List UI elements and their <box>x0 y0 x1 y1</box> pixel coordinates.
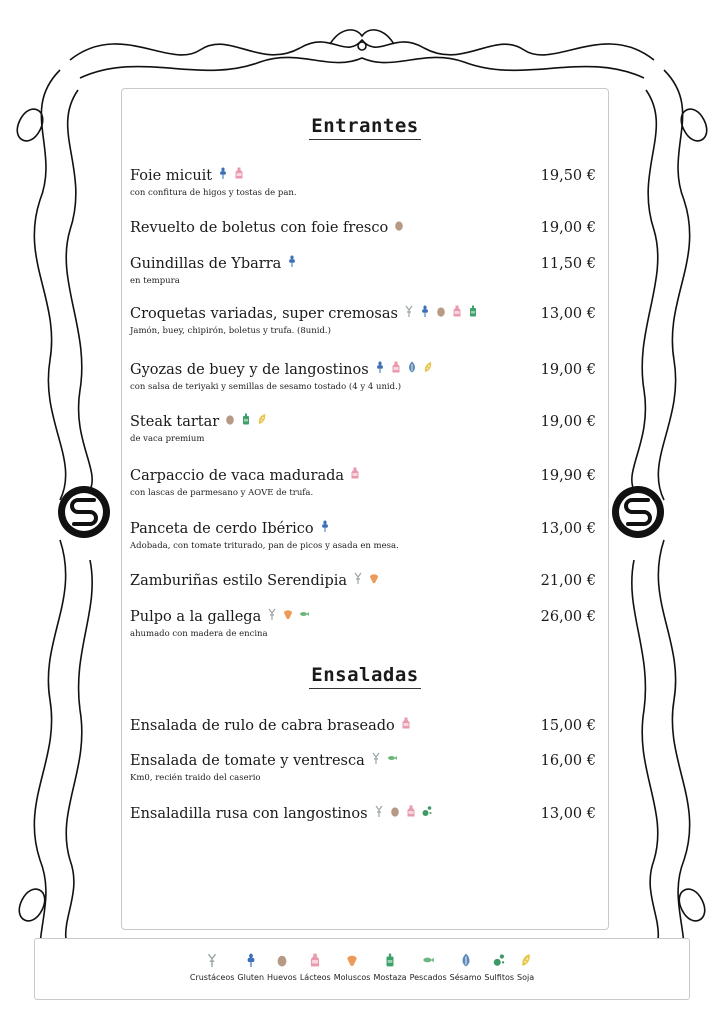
menu-item-name: Ensalada de rulo de cabra braseado <box>130 718 395 734</box>
menu-item <box>130 468 596 498</box>
menu-item-name: Steak tartar <box>130 414 220 430</box>
menu-item-name: Zamburiñas estilo Serendipia <box>130 573 348 589</box>
menu-item-name-row <box>130 609 596 625</box>
menu-item-price: 19,90 € <box>540 468 596 484</box>
menu-item-name: Ensaladilla rusa con langostinos <box>130 806 368 822</box>
legend-item-gluten <box>237 953 264 982</box>
legend-label: Moluscos <box>333 973 371 982</box>
menu-item-price: 19,50 € <box>540 168 596 184</box>
menu-item-name-row <box>130 806 596 822</box>
shrimp-icon <box>206 953 218 973</box>
egg-icon <box>436 305 446 317</box>
menu-item-name-row <box>130 220 596 236</box>
allergen-icons <box>350 467 360 479</box>
menu-item <box>130 609 596 639</box>
egg-icon <box>390 805 400 817</box>
allergen-icons <box>353 572 379 584</box>
sesame-icon <box>460 953 472 973</box>
menu-item-name-row <box>130 306 596 322</box>
allergen-icons <box>287 255 297 267</box>
fish-icon <box>387 752 397 764</box>
menu-item-description: Jamón, buey, chipirón, boletus y trufa. (8unid.) <box>130 326 331 336</box>
milk-bottle-icon <box>391 361 401 373</box>
shrimp-icon <box>353 572 363 584</box>
allergen-icons <box>374 805 432 817</box>
allergen-icons <box>404 305 478 317</box>
menu-item-price: 13,00 € <box>540 521 596 537</box>
menu-item-name: Guindillas de Ybarra <box>130 256 282 272</box>
soy-icon <box>423 361 433 373</box>
soy-icon <box>520 953 532 973</box>
menu-item <box>130 753 596 783</box>
legend-item-crustaceos <box>190 953 235 982</box>
sesame-icon <box>407 361 417 373</box>
legend-label: Huevos <box>267 973 297 982</box>
menu-item-name: Carpaccio de vaca madurada <box>130 468 345 484</box>
legend-label: Mostaza <box>373 973 407 982</box>
menu-item-name: Panceta de cerdo Ibérico <box>130 521 314 537</box>
milk-bottle-icon <box>234 167 244 179</box>
menu-item-name: Pulpo a la gallega <box>130 609 262 625</box>
legend-label: Pescados <box>409 973 447 982</box>
legend-label: Crustáceos <box>189 973 235 982</box>
menu-item-description: en tempura <box>130 276 180 286</box>
legend-item-lacteos <box>300 953 331 982</box>
menu-item-description: ahumado con madera de encina <box>130 629 268 639</box>
serendipia-logo-right <box>610 484 666 540</box>
serendipia-logo-left <box>56 484 112 540</box>
fish-icon <box>299 608 309 620</box>
menu-item <box>130 362 596 392</box>
shell-icon <box>369 572 379 584</box>
legend-label: Gluten <box>237 973 265 982</box>
menu-item-description: Km0, recién traido del caserio <box>130 773 261 783</box>
mustard-bottle-icon <box>468 305 478 317</box>
wheat-icon <box>420 305 430 317</box>
shrimp-icon <box>404 305 414 317</box>
menu-item <box>130 306 596 336</box>
menu-item-name: Revuelto de boletus con foie fresco <box>130 220 389 236</box>
menu-item <box>130 718 596 734</box>
mustard-bottle-icon <box>241 413 251 425</box>
egg-icon <box>394 219 404 231</box>
menu-item-price: 11,50 € <box>540 256 596 272</box>
legend-label: Lácteos <box>299 973 331 982</box>
legend-item-moluscos <box>334 953 371 982</box>
mustard-bottle-icon <box>384 953 396 973</box>
sulfites-icon <box>422 805 432 817</box>
menu-item-name-row <box>130 362 596 378</box>
allergen-icons <box>375 361 433 373</box>
menu-item-name-row <box>130 753 596 769</box>
allergen-icons <box>394 219 404 231</box>
menu-item-price: 26,00 € <box>540 609 596 625</box>
menu-item <box>130 573 596 589</box>
section-title-ensaladas: Ensaladas <box>121 664 609 689</box>
wheat-icon <box>287 255 297 267</box>
menu-item-price: 19,00 € <box>540 362 596 378</box>
menu-item-name: Ensalada de tomate y ventresca <box>130 753 365 769</box>
shell-icon <box>346 953 358 973</box>
menu-item <box>130 806 596 822</box>
menu-item-name-row <box>130 256 596 272</box>
legend-item-sesamo <box>450 953 482 982</box>
shell-icon <box>283 608 293 620</box>
menu-item-name: Gyozas de buey y de langostinos <box>130 362 369 378</box>
milk-bottle-icon <box>350 467 360 479</box>
menu-panel <box>121 88 609 930</box>
menu-item-name-row <box>130 414 596 430</box>
milk-bottle-icon <box>309 953 321 973</box>
menu-item-price: 16,00 € <box>540 753 596 769</box>
menu-item-name-row <box>130 521 596 537</box>
menu-item <box>130 256 596 286</box>
menu-item-name-row <box>130 718 596 734</box>
menu-item <box>130 414 596 444</box>
allergen-icons <box>401 717 411 729</box>
sulfites-icon <box>493 953 505 973</box>
wheat-icon <box>375 361 385 373</box>
fish-icon <box>422 953 434 973</box>
menu-item-description: con lascas de parmesano y AOVE de trufa. <box>130 488 314 498</box>
menu-item-price: 13,00 € <box>540 806 596 822</box>
menu-item-price: 19,00 € <box>540 414 596 430</box>
wheat-icon <box>245 953 257 973</box>
menu-item-name: Croquetas variadas, super cremosas <box>130 306 398 322</box>
menu-item-description: con confitura de higos y tostas de pan. <box>130 188 297 198</box>
shrimp-icon <box>374 805 384 817</box>
menu-item-description: con salsa de teriyaki y semillas de sesamo tostado (4 y 4 unid.) <box>130 382 402 392</box>
menu-item-price: 15,00 € <box>540 718 596 734</box>
menu-item-description: Adobada, con tomate triturado, pan de picos y asada en mesa. <box>130 541 399 551</box>
allergen-icons <box>218 167 244 179</box>
soy-icon <box>257 413 267 425</box>
legend-row <box>35 953 689 982</box>
egg-icon <box>225 413 235 425</box>
wheat-icon <box>320 520 330 532</box>
legend-item-huevos <box>267 953 297 982</box>
allergen-icons <box>225 413 267 425</box>
menu-item <box>130 168 596 198</box>
legend-item-soja <box>517 953 534 982</box>
allergen-icons <box>371 752 397 764</box>
shrimp-icon <box>371 752 381 764</box>
milk-bottle-icon <box>406 805 416 817</box>
wheat-icon <box>218 167 228 179</box>
allergen-icons <box>320 520 330 532</box>
shrimp-icon <box>267 608 277 620</box>
milk-bottle-icon <box>452 305 462 317</box>
menu-item <box>130 521 596 551</box>
menu-item-name-row <box>130 168 596 184</box>
legend-label: Sésamo <box>449 973 482 982</box>
allergen-icons <box>267 608 309 620</box>
menu-item-name: Foie micuit <box>130 168 213 184</box>
legend-label: Soja <box>517 973 535 982</box>
section-title-entrantes: Entrantes <box>121 115 609 140</box>
milk-bottle-icon <box>401 717 411 729</box>
menu-item-price: 19,00 € <box>540 220 596 236</box>
menu-item-name-row <box>130 468 596 484</box>
menu-item <box>130 220 596 236</box>
legend-label: Sulfitos <box>484 973 515 982</box>
menu-item-name-row <box>130 573 596 589</box>
menu-item-price: 13,00 € <box>540 306 596 322</box>
menu-item-description: de vaca premium <box>130 434 205 444</box>
legend-item-mostaza <box>373 953 406 982</box>
allergen-legend <box>34 938 690 1000</box>
legend-item-pescados <box>410 953 447 982</box>
legend-item-sulfitos <box>484 953 514 982</box>
egg-icon <box>276 953 288 973</box>
menu-item-price: 21,00 € <box>540 573 596 589</box>
